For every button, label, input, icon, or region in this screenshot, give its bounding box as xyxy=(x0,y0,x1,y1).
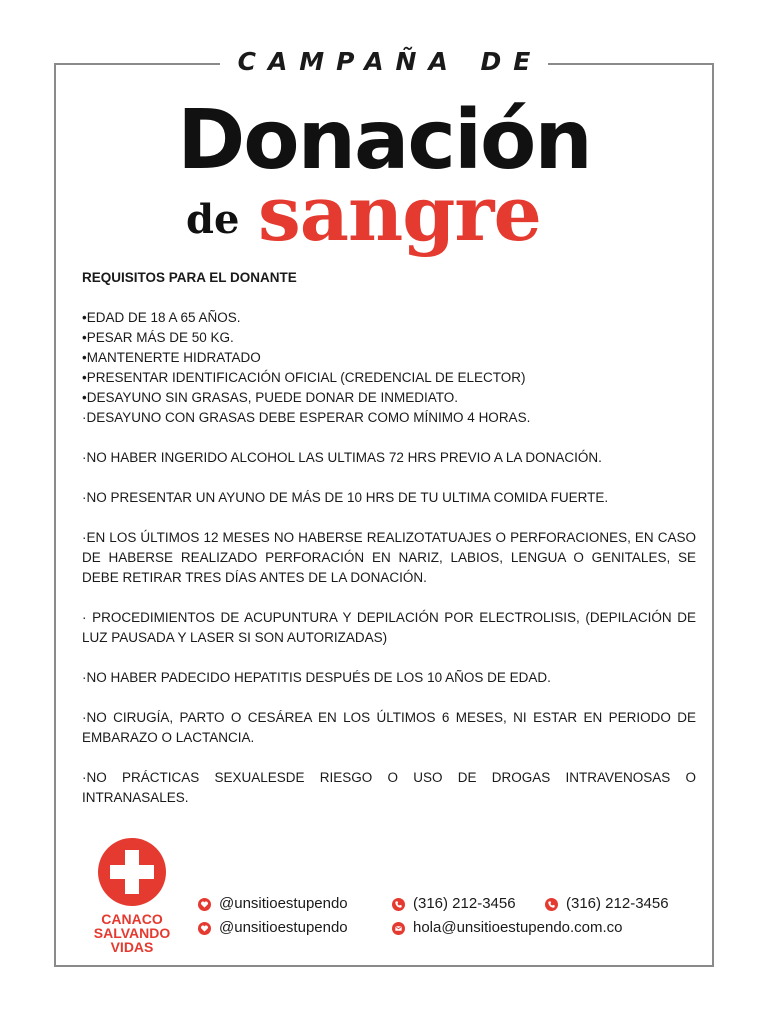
requirement-paragraph: · PROCEDIMIENTOS DE ACUPUNTURA Y DEPILACIÓN POR ELECTROLISIS, (DEPILACIÓN DE LUZ PAUSADA Y LASER SI SON AUTORIZADAS) xyxy=(82,610,696,645)
contact-email[interactable] xyxy=(392,919,623,937)
contact-social-2[interactable] xyxy=(198,919,348,937)
phone-icon xyxy=(545,898,558,911)
logo-text xyxy=(82,912,182,954)
requirements-section xyxy=(82,268,696,828)
title-de: de xyxy=(186,196,240,243)
email-address: hola@unsitioestupendo.com.co xyxy=(413,919,623,936)
canaco-logo xyxy=(82,838,182,954)
logo-line: VIDAS xyxy=(110,939,154,955)
requirement-item: •EDAD DE 18 A 65 AÑOS. xyxy=(82,310,241,325)
requirement-item: •PESAR MÁS DE 50 KG. xyxy=(82,330,234,345)
requirement-item: •DESAYUNO SIN GRASAS, PUEDE DONAR DE INMEDIATO. xyxy=(82,390,459,405)
requirement-paragraph: ·EN LOS ÚLTIMOS 12 MESES NO HABERSE REALIZOTATUAJES O PERFORACIONES, EN CASO DE HABERSE REALIZADO PERFORACIÓN EN NARIZ, LABIOS, LENGUA O GENITALES, SE DEBE RETIRAR TRES DÍAS ANTES DE LA DONACIÓN. xyxy=(82,530,696,585)
requirement-paragraph: ·NO PRÁCTICAS SEXUALESDE RIESGO O USO DE DROGAS INTRAVENOSAS O INTRANASALES. xyxy=(82,770,696,805)
requirement-item: ·DESAYUNO CON GRASAS DEBE ESPERAR COMO MÍNIMO 4 HORAS. xyxy=(82,410,531,425)
contact-phone-2[interactable] xyxy=(545,895,669,913)
contact-phone-1[interactable] xyxy=(392,895,516,913)
logo-line: CANACO xyxy=(101,911,163,927)
campaign-label-text: CAMPAÑA DE xyxy=(220,46,549,78)
heart-icon xyxy=(198,898,211,911)
requirement-paragraph: ·NO HABER PADECIDO HEPATITIS DESPUÉS DE LOS 10 AÑOS DE EDAD. xyxy=(82,670,551,685)
social-handle: @unsitioestupendo xyxy=(219,895,348,912)
red-cross-icon xyxy=(98,838,166,906)
requirements-heading: REQUISITOS PARA EL DONANTE xyxy=(82,270,297,285)
heart-icon xyxy=(198,922,211,935)
social-handle: @unsitioestupendo xyxy=(219,919,348,936)
requirement-item: •PRESENTAR IDENTIFICACIÓN OFICIAL (CREDENCIAL DE ELECTOR) xyxy=(82,370,526,385)
mail-icon xyxy=(392,922,405,935)
requirement-paragraph: ·NO CIRUGÍA, PARTO O CESÁREA EN LOS ÚLTIMOS 6 MESES, NI ESTAR EN PERIODO DE EMBARAZO O LACTANCIA. xyxy=(82,710,696,745)
contact-social-1[interactable] xyxy=(198,895,348,913)
title-donacion: Donación xyxy=(177,93,591,188)
phone-icon xyxy=(392,898,405,911)
phone-number: (316) 212-3456 xyxy=(413,895,516,912)
campaign-label xyxy=(0,46,768,78)
phone-number: (316) 212-3456 xyxy=(566,895,669,912)
requirement-paragraph: ·NO HABER INGERIDO ALCOHOL LAS ULTIMAS 72 HRS PREVIO A LA DONACIÓN. xyxy=(82,450,602,465)
requirements-bullet-list xyxy=(82,308,696,428)
title-sangre: sangre xyxy=(258,169,541,258)
requirement-paragraph: ·NO PRESENTAR UN AYUNO DE MÁS DE 10 HRS DE TU ULTIMA COMIDA FUERTE. xyxy=(82,490,609,505)
logo-line: SALVANDO xyxy=(93,925,171,941)
requirement-item: •MANTENERTE HIDRATADO xyxy=(82,350,261,365)
